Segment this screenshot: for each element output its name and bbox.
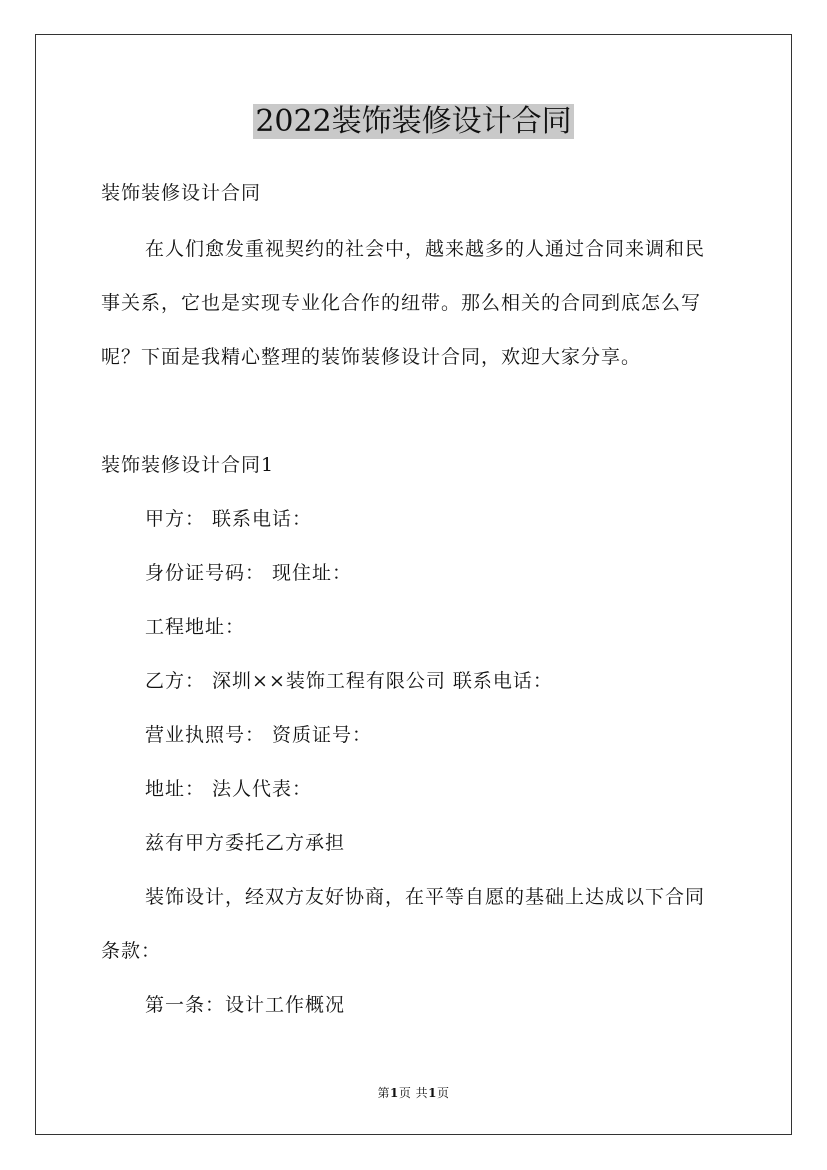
subtitle: 装饰装修设计合同: [101, 182, 262, 204]
page-footer: [0, 1084, 827, 1101]
commission-line: 兹有甲方委托乙方承担: [145, 832, 346, 854]
address-line: 地址： 法人代表：: [145, 778, 313, 800]
document-title: [0, 100, 827, 144]
footer-page-number: 1: [389, 1086, 399, 1100]
party-b-line: 乙方： 深圳××装饰工程有限公司 联系电话：: [145, 670, 553, 692]
project-address-line: 工程地址：: [145, 616, 246, 638]
footer-total-pages: 1: [428, 1086, 438, 1100]
party-a-line: 甲方： 联系电话：: [145, 508, 313, 530]
footer-suffix: 页: [437, 1086, 450, 1100]
section-title: 装饰装修设计合同1: [101, 454, 275, 476]
footer-mid: 页 共: [398, 1086, 429, 1100]
article-one-line: 第一条：设计工作概况: [145, 994, 346, 1016]
intro-line-1: 在人们愈发重视契约的社会中，越来越多的人通过合同来调和民: [145, 238, 706, 260]
id-number-line: 身份证号码： 现住址：: [145, 562, 353, 584]
terms-line: 条款：: [101, 940, 162, 962]
footer-prefix: 第: [377, 1086, 390, 1100]
intro-line-3: 呢？下面是我精心整理的装饰装修设计合同，欢迎大家分享。: [101, 346, 642, 368]
document-title-text: 2022装饰装修设计合同: [255, 104, 572, 139]
agreement-line: 装饰设计，经双方友好协商，在平等自愿的基础上达成以下合同: [145, 886, 706, 908]
intro-line-2: 事关系，它也是实现专业化合作的纽带。那么相关的合同到底怎么写: [101, 292, 702, 314]
license-line: 营业执照号： 资质证号：: [145, 724, 373, 746]
